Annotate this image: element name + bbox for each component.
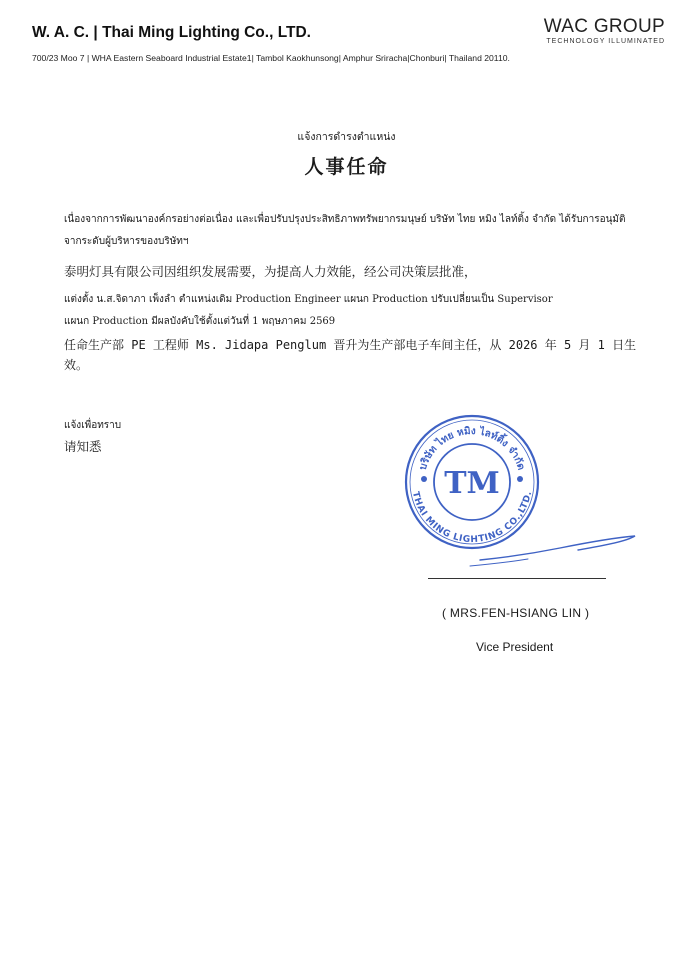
signature xyxy=(460,512,650,572)
brand-name: WAC GROUP xyxy=(543,16,665,37)
appointment-chinese-line-1: 任命生产部 PE 工程师 Ms. Jidapa Penglum 晋升为生产部电子车间主任，从 2026 年 5 月 1 日生 xyxy=(64,338,637,352)
intro-thai-line-2: จากระดับผู้บริหารของบริษัทฯ xyxy=(64,236,189,247)
svg-text:บริษัท ไทย หมิง ไลท์ติ้ง จำกัด xyxy=(418,424,527,471)
notice-chinese: 请知悉 xyxy=(64,439,102,454)
company-name: W. A. C. | Thai Ming Lighting Co., LTD. xyxy=(32,24,311,41)
document-title-thai: แจ้งการดำรงตำแหน่ง xyxy=(297,131,396,143)
brand-tagline: TECHNOLOGY ILLUMINATED xyxy=(546,38,665,45)
signatory-title: Vice President xyxy=(476,640,554,654)
stamp-center-text: TM xyxy=(444,466,500,501)
appointment-chinese-line-2: 效。 xyxy=(64,358,89,372)
signatory-name: ( MRS.FEN-HSIANG LIN ) xyxy=(442,606,590,620)
signature-line xyxy=(428,578,606,579)
appointment-thai-line-2: แผนก Production มีผลบังคับใช้ตั้งแต่วันที่ 1 พฤษภาคม 2569 xyxy=(64,316,336,327)
brand-logo xyxy=(544,16,665,45)
company-address: 700/23 Moo 7 | WHA Eastern Seaboard Industrial Estate1| Tambol Kaokhunsong| Amphur Sriracha|Chonburi| Thailand 20110. xyxy=(32,53,510,63)
notice-thai: แจ้งเพื่อทราบ xyxy=(64,420,122,431)
intro-chinese: 泰明灯具有限公司因组织发展需要，为提高人力效能，经公司决策层批准， xyxy=(64,264,477,279)
document-title-chinese: 人事任命 xyxy=(304,156,389,178)
appointment-thai-line-1: แต่งตั้ง น.ส.จิดาภา เพ็งลำ ตำแหน่งเดิม Production Engineer แผนก Production ปรับเปลี่ยนเป็น Supervisor xyxy=(64,294,553,305)
stamp-bottom-text: THAI MING LIGHTING CO.,LTD. xyxy=(410,490,534,545)
intro-thai-line-1: เนื่องจากการพัฒนาองค์กรอย่างต่อเนื่อง และเพื่อปรับปรุงประสิทธิภาพทรัพยากรมนุษย์ บริษัท ไทย หมิง ไลท์ติ้ง จำกัด ได้รับการอนุมัติ xyxy=(64,214,626,225)
stamp-top-text: บริษัท ไทย หมิง ไลท์ติ้ง จำกัด xyxy=(417,425,527,472)
